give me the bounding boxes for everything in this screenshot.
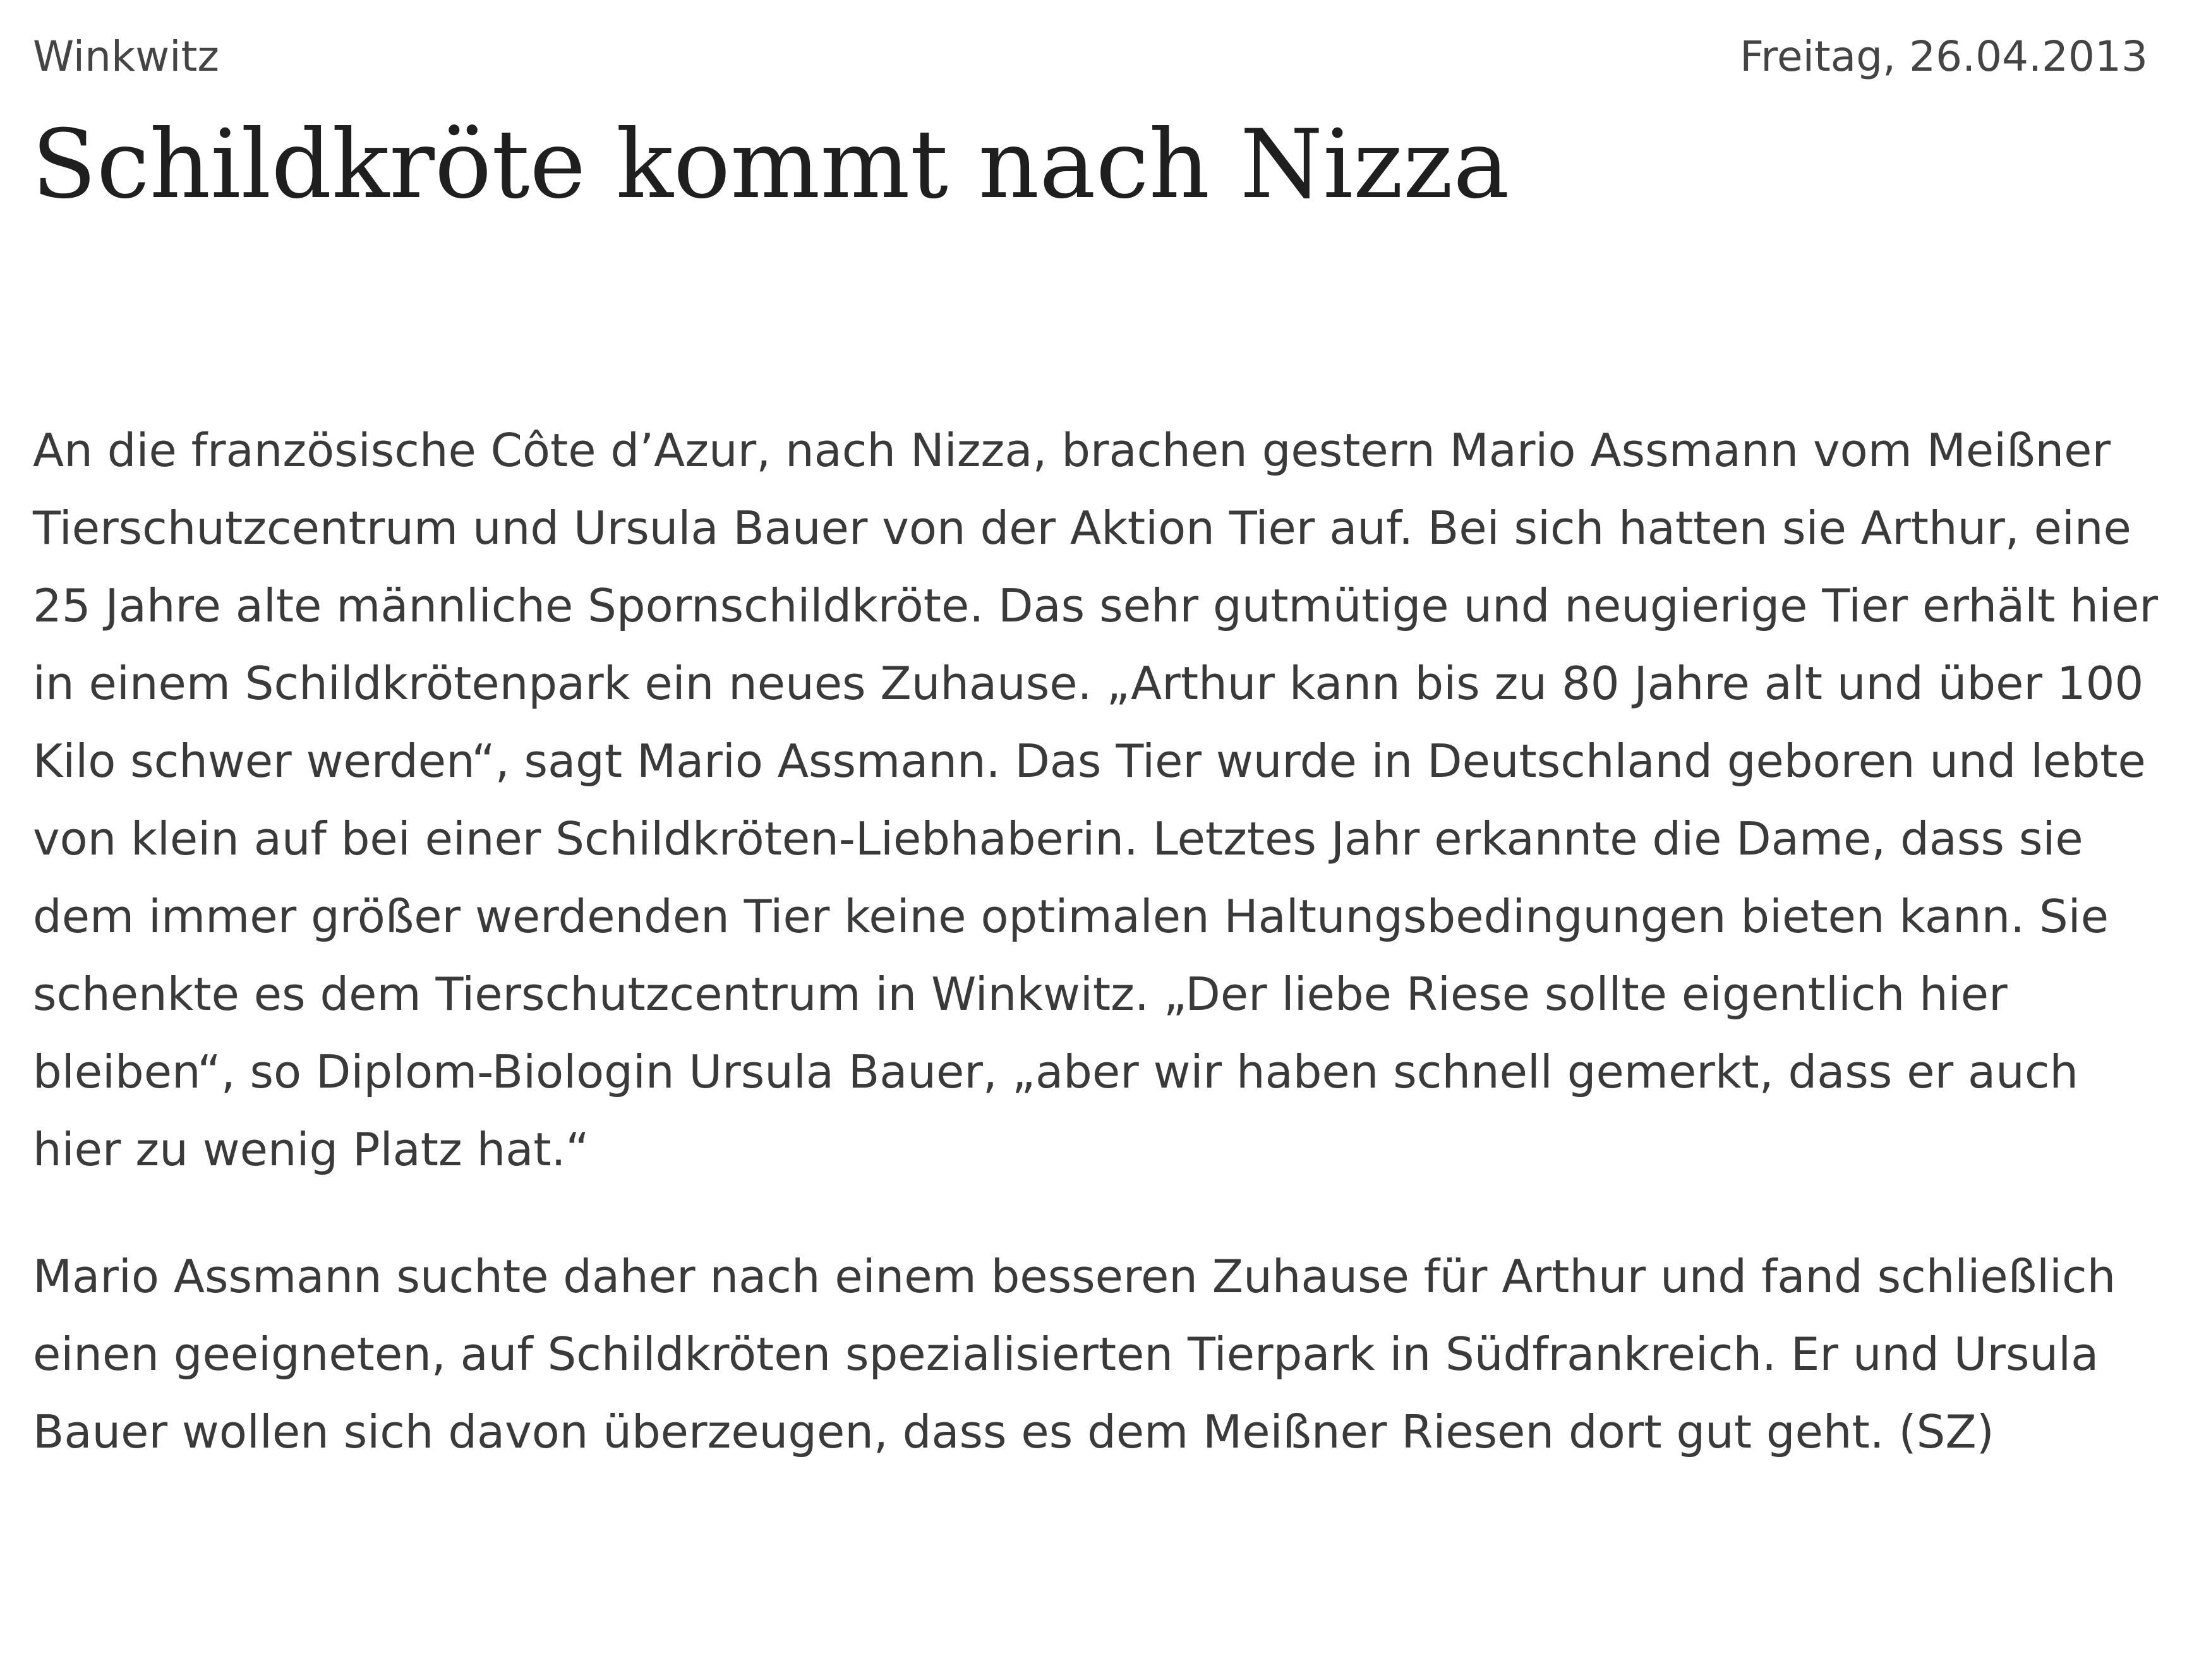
article-paragraph: An die französische Côte d’Azur, nach Nizza, brachen gestern Mario Assmann vom Meißner Tierschutzcentrum und Ursula Bauer von der Aktion Tier auf. Bei sich hatten sie Arthur, eine 25 Jahre alte männliche Spornschildkröte. Das sehr gutmütige und neugierige Tier erhält hier in einem Schildkrötenpark ein neues Zuhause. „Arthur kann bis zu 80 Jahre alt und über 100 Kilo schwer werden“, sagt Mario Assmann. Das Tier wurde in Deutschland geboren und lebte von klein auf bei einer Schildkröten-Liebhaberin. Letztes Jahr erkannte die Dame, dass sie dem immer größer werdenden Tier keine optimalen Haltungsbedingungen bieten kann. Sie schenkte es dem Tierschutzcentrum in Winkwitz. „Der liebe Riese sollte eigentlich hier bleiben“, so Diplom-Biologin Ursula Bauer, „aber wir haben schnell gemerkt, dass er auch hier zu wenig Platz hat.“ [33,424,2158,1176]
article-meta-bar [33,28,2148,85]
date-label: Freitag, 26.04.2013 [1740,32,2148,81]
article-paragraph: Mario Assmann suchte daher nach einem besseren Zuhause für Arthur und fand schließlich einen geeigneten, auf Schildkröten spezialisierten Tierpark in Südfrankreich. Er und Ursula Bauer wollen sich davon überzeugen, dass es dem Meißner Riesen dort gut geht. (SZ) [33,1250,2116,1458]
location-label: Winkwitz [33,32,220,81]
article-body [33,412,2168,1471]
article-headline: Schildkröte kommt nach Nizza [32,110,1510,220]
